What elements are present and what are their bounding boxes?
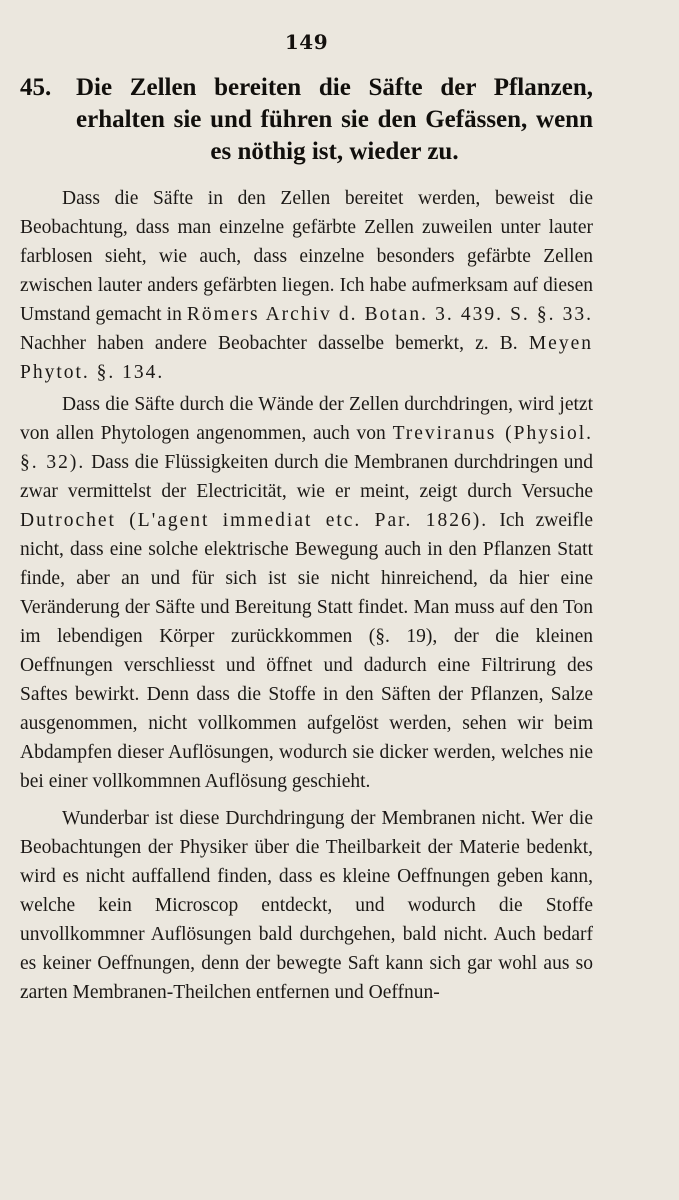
- paragraph-text: Wunderbar ist diese Durchdringung der Membranen nicht. Wer die Beobachtungen der Physiker über die Theilbarkeit der Materie bedenkt, wird es nicht auffallend finden, dass es kleine Oeffnungen geben kann, welche kein Microscop entdeckt, und wodurch die Stoffe unvollkommner Auflösungen bald durchgehen, bald nicht. Auch bedarf es keiner Oeffnungen, denn der bewegte Saft kann sich gar wohl aus so zarten Membranen-Theilchen entfernen und Oeffnun-: [20, 808, 593, 1003]
- paragraph-1: [20, 184, 593, 387]
- section-title: Die Zellen bereiten die Säfte der Pflanzen, erhalten sie und führen sie den Gefässen, wenn es nöthig ist, wieder zu.: [76, 74, 593, 165]
- paragraph-text: Nachher haben andere Beobachter dasselbe bemerkt, z. B.: [20, 333, 529, 354]
- section-heading: [20, 72, 593, 168]
- paragraph-text: Dass die Flüssigkeiten durch die Membranen durchdringen und zwar vermittelst der Electricität, wie er meint, zeigt durch Versuche: [20, 452, 593, 502]
- citation-meyen-phytot: Meyen Phytot. §. 134.: [20, 333, 593, 383]
- citation-treviranus: Treviranus (Physiol. §. 32).: [20, 423, 593, 473]
- paragraph-3: [20, 804, 593, 1007]
- paragraph-2: [20, 390, 593, 796]
- paragraph-text: Dass die Säfte in den Zellen bereitet werden, beweist die Beobachtung, dass man einzelne gefärbte Zellen zuweilen unter lauter farblosen sieht, wie auch, dass einzelne besonders gefärbte Zellen zwischen lauter anders gefärbten liegen. Ich habe aufmerksam auf diesen Umstand gemacht in: [20, 188, 593, 325]
- paragraph-text: Ich zweifle nicht, dass eine solche elektrische Bewegung auch in den Pflanzen Statt finde, aber an und für sich ist sie nicht hinreichend, da hier eine Veränderung der Säfte und Bereitung Statt findet. Man muss auf den Ton im lebendigen Körper zurückkommen (§. 19), der die kleinen Oeffnungen verschliesst und öffnet und dadurch eine Filtrirung des Saftes bewirkt. Denn dass die Stoffe in den Säften der Pflanzen, Salze ausgenommen, nicht vollkommen aufgelöst werden, sehen wir beim Abdampfen dieser Auflösungen, wodurch sie dicker werden, welches nie bei einer vollkommnen Auflösung geschieht.: [20, 510, 593, 792]
- citation-dutrochet: Dutrochet (L'agent immediat etc. Par. 1826).: [20, 510, 489, 531]
- section-number: 45.: [20, 74, 52, 101]
- citation-roemers-archiv: Römers Archiv d. Botan. 3. 439. S. §. 33.: [186, 304, 593, 325]
- page-number: 149: [284, 30, 329, 54]
- paragraph-text: Dass die Säfte durch die Wände der Zellen durchdringen, wird jetzt von allen Phytologen angenommen, auch von: [20, 394, 593, 444]
